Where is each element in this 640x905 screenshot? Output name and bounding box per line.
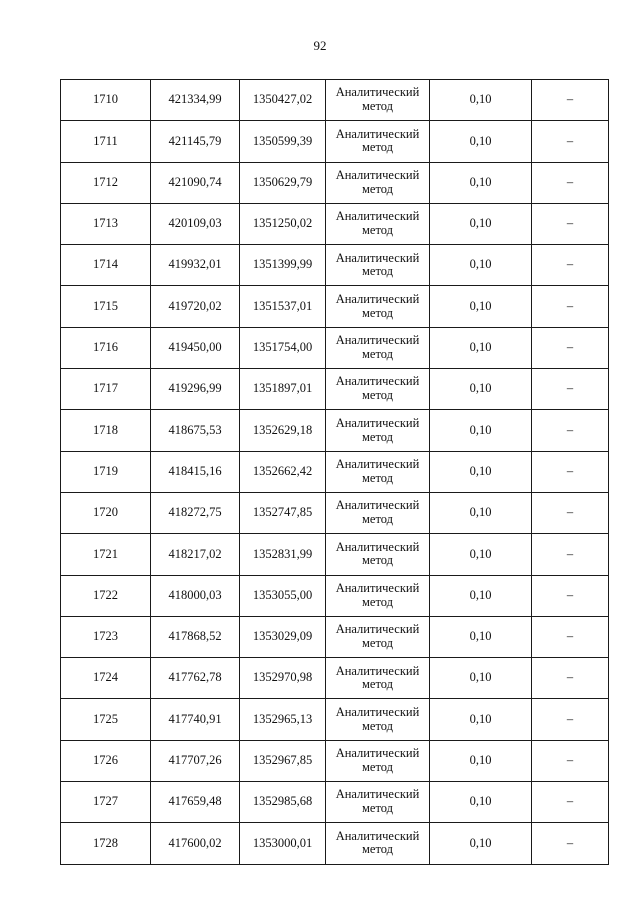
method-cell bbox=[326, 782, 430, 823]
x-coordinate-cell: 417868,52 bbox=[151, 616, 240, 657]
method-line-1: Аналитический bbox=[335, 704, 420, 719]
point-number-cell: 1712 bbox=[61, 162, 151, 203]
note-cell: – bbox=[532, 699, 609, 740]
method-cell bbox=[326, 699, 430, 740]
method-line-2: метод bbox=[361, 636, 393, 650]
point-number-cell: 1726 bbox=[61, 740, 151, 781]
table-row bbox=[61, 534, 609, 575]
point-number-cell: 1710 bbox=[61, 80, 151, 121]
method-line-2: метод bbox=[361, 305, 393, 320]
page-number: 92 bbox=[313, 38, 327, 53]
method-cell bbox=[326, 658, 430, 699]
method-line-1: Аналитический bbox=[335, 250, 420, 265]
note-cell: – bbox=[532, 327, 609, 368]
x-coordinate-cell: 419720,02 bbox=[151, 286, 240, 327]
precision-cell: 0,10 bbox=[430, 616, 532, 657]
point-number-cell: 1722 bbox=[61, 575, 151, 616]
note-cell: – bbox=[532, 740, 609, 781]
table-row bbox=[61, 162, 609, 203]
x-coordinate-cell: 417600,02 bbox=[151, 823, 240, 864]
table-row bbox=[61, 286, 609, 327]
precision-cell: 0,10 bbox=[430, 121, 532, 162]
method-line-2: метод bbox=[361, 99, 393, 114]
method-line-2: метод bbox=[361, 140, 393, 155]
method-line-1: Аналитический bbox=[335, 457, 420, 472]
x-coordinate-cell: 420109,03 bbox=[151, 203, 240, 244]
method-line-2: метод bbox=[361, 801, 393, 816]
method-line-2: метод bbox=[361, 553, 393, 568]
point-number-cell: 1718 bbox=[61, 410, 151, 451]
x-coordinate-cell: 419450,00 bbox=[151, 327, 240, 368]
precision-cell: 0,10 bbox=[430, 740, 532, 781]
method-cell bbox=[326, 80, 430, 121]
x-coordinate-cell: 418000,03 bbox=[151, 575, 240, 616]
y-coordinate-cell: 1353000,01 bbox=[240, 823, 326, 864]
y-coordinate-cell: 1350599,39 bbox=[240, 121, 326, 162]
x-coordinate-cell: 419296,99 bbox=[151, 369, 240, 410]
note-cell: – bbox=[532, 162, 609, 203]
method-line-2: метод bbox=[361, 470, 393, 485]
method-line-2: метод bbox=[361, 346, 393, 361]
coordinates-table bbox=[60, 79, 609, 865]
point-number-cell: 1723 bbox=[61, 616, 151, 657]
y-coordinate-cell: 1353055,00 bbox=[240, 575, 326, 616]
y-coordinate-cell: 1350427,02 bbox=[240, 80, 326, 121]
method-cell bbox=[326, 492, 430, 533]
precision-cell: 0,10 bbox=[430, 782, 532, 823]
y-coordinate-cell: 1351399,99 bbox=[240, 245, 326, 286]
note-cell: – bbox=[532, 575, 609, 616]
method-line-1: Аналитический bbox=[335, 746, 420, 761]
x-coordinate-cell: 418415,16 bbox=[151, 451, 240, 492]
method-line-1: Аналитический bbox=[335, 498, 420, 513]
method-line-1: Аналитический bbox=[335, 539, 420, 554]
precision-cell: 0,10 bbox=[430, 492, 532, 533]
method-line-2: метод bbox=[361, 718, 393, 733]
method-cell bbox=[326, 534, 430, 575]
table-row bbox=[61, 782, 609, 823]
note-cell: – bbox=[532, 782, 609, 823]
method-line-1: Аналитический bbox=[335, 209, 420, 224]
note-cell: – bbox=[532, 823, 609, 864]
method-line-1: Аналитический bbox=[335, 291, 420, 306]
method-line-2: метод bbox=[361, 512, 393, 527]
point-number-cell: 1727 bbox=[61, 782, 151, 823]
x-coordinate-cell: 421145,79 bbox=[151, 121, 240, 162]
x-coordinate-cell: 417762,78 bbox=[151, 658, 240, 699]
method-cell bbox=[326, 451, 430, 492]
table-row bbox=[61, 658, 609, 699]
precision-cell: 0,10 bbox=[430, 410, 532, 451]
method-line-1: Аналитический bbox=[335, 622, 420, 637]
x-coordinate-cell: 418217,02 bbox=[151, 534, 240, 575]
precision-cell: 0,10 bbox=[430, 245, 532, 286]
y-coordinate-cell: 1350629,79 bbox=[240, 162, 326, 203]
y-coordinate-cell: 1351754,00 bbox=[240, 327, 326, 368]
method-cell bbox=[326, 823, 430, 864]
precision-cell: 0,10 bbox=[430, 80, 532, 121]
note-cell: – bbox=[532, 369, 609, 410]
note-cell: – bbox=[532, 616, 609, 657]
point-number-cell: 1715 bbox=[61, 286, 151, 327]
method-line-2: метод bbox=[361, 264, 393, 279]
note-cell: – bbox=[532, 492, 609, 533]
note-cell: – bbox=[532, 534, 609, 575]
table-row bbox=[61, 451, 609, 492]
method-line-1: Аналитический bbox=[335, 126, 420, 141]
precision-cell: 0,10 bbox=[430, 162, 532, 203]
x-coordinate-cell: 417707,26 bbox=[151, 740, 240, 781]
precision-cell: 0,10 bbox=[430, 575, 532, 616]
x-coordinate-cell: 417740,91 bbox=[151, 699, 240, 740]
method-line-2: метод bbox=[361, 181, 393, 196]
note-cell: – bbox=[532, 121, 609, 162]
method-line-1: Аналитический bbox=[335, 828, 420, 843]
y-coordinate-cell: 1352747,85 bbox=[240, 492, 326, 533]
note-cell: – bbox=[532, 80, 609, 121]
table-row bbox=[61, 492, 609, 533]
x-coordinate-cell: 417659,48 bbox=[151, 782, 240, 823]
table-row bbox=[61, 410, 609, 451]
precision-cell: 0,10 bbox=[430, 451, 532, 492]
method-line-1: Аналитический bbox=[335, 415, 420, 430]
point-number-cell: 1711 bbox=[61, 121, 151, 162]
point-number-cell: 1713 bbox=[61, 203, 151, 244]
table-row bbox=[61, 203, 609, 244]
note-cell: – bbox=[532, 451, 609, 492]
y-coordinate-cell: 1353029,09 bbox=[240, 616, 326, 657]
y-coordinate-cell: 1352662,42 bbox=[240, 451, 326, 492]
note-cell: – bbox=[532, 203, 609, 244]
method-cell bbox=[326, 369, 430, 410]
x-coordinate-cell: 419932,01 bbox=[151, 245, 240, 286]
method-cell bbox=[326, 616, 430, 657]
method-line-1: Аналитический bbox=[335, 663, 420, 678]
point-number-cell: 1716 bbox=[61, 327, 151, 368]
method-line-2: метод bbox=[361, 594, 393, 609]
method-line-2: метод bbox=[361, 677, 393, 692]
method-cell bbox=[326, 203, 430, 244]
y-coordinate-cell: 1352967,85 bbox=[240, 740, 326, 781]
precision-cell: 0,10 bbox=[430, 203, 532, 244]
table-row bbox=[61, 121, 609, 162]
point-number-cell: 1720 bbox=[61, 492, 151, 533]
table-row bbox=[61, 699, 609, 740]
method-cell bbox=[326, 410, 430, 451]
method-line-1: Аналитический bbox=[335, 333, 420, 348]
y-coordinate-cell: 1352985,68 bbox=[240, 782, 326, 823]
precision-cell: 0,10 bbox=[430, 699, 532, 740]
point-number-cell: 1717 bbox=[61, 369, 151, 410]
point-number-cell: 1725 bbox=[61, 699, 151, 740]
method-cell bbox=[326, 327, 430, 368]
method-line-1: Аналитический bbox=[335, 374, 420, 389]
point-number-cell: 1721 bbox=[61, 534, 151, 575]
precision-cell: 0,10 bbox=[430, 823, 532, 864]
table-row bbox=[61, 740, 609, 781]
note-cell: – bbox=[532, 658, 609, 699]
method-cell bbox=[326, 286, 430, 327]
y-coordinate-cell: 1352965,13 bbox=[240, 699, 326, 740]
method-line-2: метод bbox=[361, 759, 393, 774]
method-line-1: Аналитический bbox=[335, 167, 420, 182]
note-cell: – bbox=[532, 286, 609, 327]
precision-cell: 0,10 bbox=[430, 327, 532, 368]
method-cell bbox=[326, 162, 430, 203]
method-line-2: метод bbox=[361, 842, 393, 857]
method-cell bbox=[326, 245, 430, 286]
table-row bbox=[61, 823, 609, 864]
x-coordinate-cell: 421090,74 bbox=[151, 162, 240, 203]
method-line-1: Аналитический bbox=[335, 85, 420, 100]
y-coordinate-cell: 1351897,01 bbox=[240, 369, 326, 410]
point-number-cell: 1719 bbox=[61, 451, 151, 492]
point-number-cell: 1724 bbox=[61, 658, 151, 699]
table-row bbox=[61, 575, 609, 616]
y-coordinate-cell: 1351250,02 bbox=[240, 203, 326, 244]
note-cell: – bbox=[532, 410, 609, 451]
note-cell: – bbox=[532, 245, 609, 286]
method-cell bbox=[326, 740, 430, 781]
y-coordinate-cell: 1352629,18 bbox=[240, 410, 326, 451]
precision-cell: 0,10 bbox=[430, 534, 532, 575]
y-coordinate-cell: 1352970,98 bbox=[240, 658, 326, 699]
point-number-cell: 1714 bbox=[61, 245, 151, 286]
table-row bbox=[61, 369, 609, 410]
table-body bbox=[61, 80, 609, 865]
x-coordinate-cell: 418675,53 bbox=[151, 410, 240, 451]
precision-cell: 0,10 bbox=[430, 286, 532, 327]
method-line-1: Аналитический bbox=[335, 580, 420, 595]
x-coordinate-cell: 418272,75 bbox=[151, 492, 240, 533]
method-cell bbox=[326, 575, 430, 616]
method-line-2: метод bbox=[361, 223, 393, 238]
y-coordinate-cell: 1351537,01 bbox=[240, 286, 326, 327]
table-row bbox=[61, 80, 609, 121]
method-line-2: метод bbox=[361, 429, 393, 444]
method-line-2: метод bbox=[361, 388, 393, 403]
method-line-1: Аналитический bbox=[335, 787, 420, 802]
precision-cell: 0,10 bbox=[430, 369, 532, 410]
y-coordinate-cell: 1352831,99 bbox=[240, 534, 326, 575]
table-row bbox=[61, 327, 609, 368]
precision-cell: 0,10 bbox=[430, 658, 532, 699]
method-cell bbox=[326, 121, 430, 162]
point-number-cell: 1728 bbox=[61, 823, 151, 864]
table-row bbox=[61, 245, 609, 286]
table-row bbox=[61, 616, 609, 657]
x-coordinate-cell: 421334,99 bbox=[151, 80, 240, 121]
